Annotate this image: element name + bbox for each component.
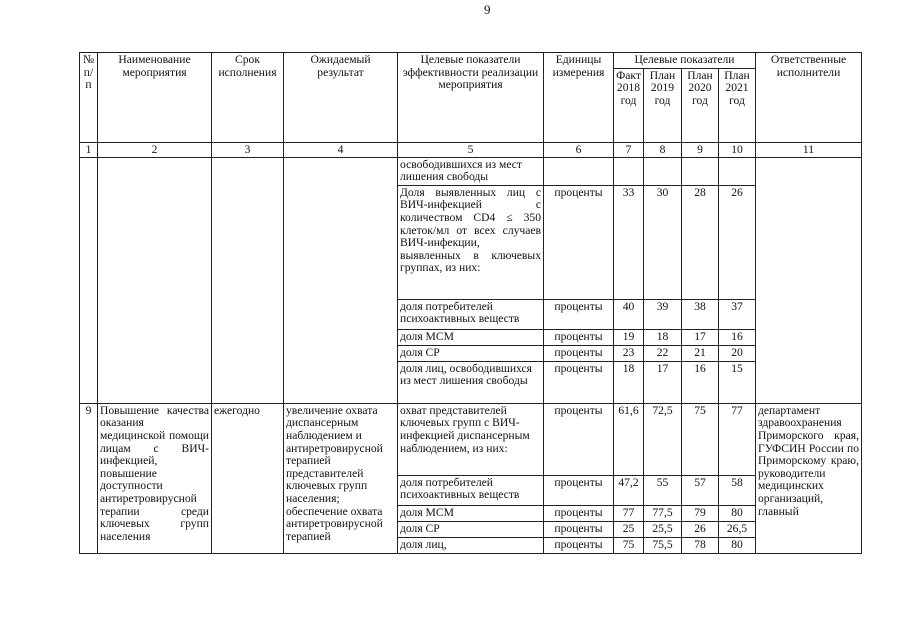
value-2021: 20 xyxy=(719,345,756,361)
value-2018: 47,2 xyxy=(614,475,644,505)
value-2020: 28 xyxy=(682,185,719,299)
column-number: 1 xyxy=(80,142,98,157)
empty-cell xyxy=(284,157,398,403)
value-2018: 77 xyxy=(614,505,644,521)
value-2021: 80 xyxy=(719,505,756,521)
unit-cell: проценты xyxy=(544,403,614,475)
item-responsible: департамент здравоохранения Приморского края, ГУФСИН России по Приморскому краю, руководители медицинских организаций, главный xyxy=(756,403,862,553)
table-row xyxy=(80,157,862,185)
value-2019: 18 xyxy=(644,329,682,345)
column-number: 8 xyxy=(644,142,682,157)
value-2018: 61,6 xyxy=(614,403,644,475)
indicator-cell: доля лиц, xyxy=(398,537,544,553)
value-2020: 17 xyxy=(682,329,719,345)
item-number: 9 xyxy=(80,403,98,553)
header-number: № п/п xyxy=(80,53,98,143)
value-2020: 26 xyxy=(682,521,719,537)
item-result: увеличение охвата диспансерным наблюдением и антиретровирусной терапией представителей ключевых групп населения; обеспечение охвата антиретровирусной терапией xyxy=(284,403,398,553)
indicator-cell: Доля выявленных лиц с ВИЧ-инфекцией с количеством CD4 ≤ 350 клеток/мл от всех случаев ВИЧ-инфекции, выявленных в ключевых группах, из них: xyxy=(398,185,544,299)
item-deadline: ежегодно xyxy=(212,403,284,553)
value-2021: 26,5 xyxy=(719,521,756,537)
column-number: 5 xyxy=(398,142,544,157)
value-2019: 22 xyxy=(644,345,682,361)
header-year-2021: План 2021 год xyxy=(719,68,756,142)
value-2020: 38 xyxy=(682,299,719,329)
header-units: Единицы измерения xyxy=(544,53,614,143)
indicator-cell: охват представителей ключевых групп с ВИЧ-инфекцией диспансерным наблюдением, из них: xyxy=(398,403,544,475)
value-2021: 77 xyxy=(719,403,756,475)
value-2021: 26 xyxy=(719,185,756,299)
column-number: 4 xyxy=(284,142,398,157)
indicator-cell: доля МСМ xyxy=(398,329,544,345)
value-2019: 75,5 xyxy=(644,537,682,553)
value-2020: 21 xyxy=(682,345,719,361)
value-2018: 19 xyxy=(614,329,644,345)
value-2019 xyxy=(644,157,682,185)
value-2019: 72,5 xyxy=(644,403,682,475)
unit-cell: проценты xyxy=(544,299,614,329)
unit-cell: проценты xyxy=(544,521,614,537)
column-number: 2 xyxy=(98,142,212,157)
value-2021: 80 xyxy=(719,537,756,553)
header-year-2018: Факт 2018 год xyxy=(614,68,644,142)
header-year-2020: План 2020 год xyxy=(682,68,719,142)
value-2018: 18 xyxy=(614,361,644,403)
header-year-2019: План 2019 год xyxy=(644,68,682,142)
indicator-cell: доля потребителей психоактивных веществ xyxy=(398,475,544,505)
value-2020: 78 xyxy=(682,537,719,553)
value-2019: 30 xyxy=(644,185,682,299)
value-2020: 16 xyxy=(682,361,719,403)
header-result: Ожидаемый результат xyxy=(284,53,398,143)
value-2019: 77,5 xyxy=(644,505,682,521)
empty-cell xyxy=(98,157,212,403)
value-2018: 25 xyxy=(614,521,644,537)
value-2021 xyxy=(719,157,756,185)
value-2019: 55 xyxy=(644,475,682,505)
value-2018: 23 xyxy=(614,345,644,361)
value-2018: 75 xyxy=(614,537,644,553)
value-2018 xyxy=(614,157,644,185)
value-2020: 57 xyxy=(682,475,719,505)
indicator-cell: освободившихся из мест лишения свободы xyxy=(398,157,544,185)
header-indicators: Целевые показатели эффективности реализации мероприятия xyxy=(398,53,544,143)
header-row xyxy=(80,53,862,69)
table-row-item-9 xyxy=(80,403,862,475)
column-numbers-row xyxy=(80,142,862,157)
unit-cell: проценты xyxy=(544,185,614,299)
value-2021: 58 xyxy=(719,475,756,505)
column-number: 9 xyxy=(682,142,719,157)
value-2020 xyxy=(682,157,719,185)
indicator-cell: доля СР xyxy=(398,345,544,361)
value-2021: 15 xyxy=(719,361,756,403)
page-number: 9 xyxy=(484,2,491,17)
value-2018: 33 xyxy=(614,185,644,299)
value-2020: 79 xyxy=(682,505,719,521)
value-2020: 75 xyxy=(682,403,719,475)
value-2019: 25,5 xyxy=(644,521,682,537)
indicator-cell: доля лиц, освободившихся из мест лишения свободы xyxy=(398,361,544,403)
column-number: 3 xyxy=(212,142,284,157)
unit-cell xyxy=(544,157,614,185)
empty-cell xyxy=(80,157,98,403)
value-2019: 17 xyxy=(644,361,682,403)
value-2018: 40 xyxy=(614,299,644,329)
column-number: 10 xyxy=(719,142,756,157)
empty-cell xyxy=(756,157,862,403)
header-targets-group: Целевые показатели xyxy=(614,53,756,69)
header-deadline: Срок исполнения xyxy=(212,53,284,143)
value-2019: 39 xyxy=(644,299,682,329)
column-number: 7 xyxy=(614,142,644,157)
unit-cell: проценты xyxy=(544,505,614,521)
column-number: 11 xyxy=(756,142,862,157)
unit-cell: проценты xyxy=(544,361,614,403)
indicator-cell: доля потребителей психоактивных веществ xyxy=(398,299,544,329)
header-responsible: Ответственные исполнители xyxy=(756,53,862,143)
column-number: 6 xyxy=(544,142,614,157)
value-2021: 37 xyxy=(719,299,756,329)
unit-cell: проценты xyxy=(544,537,614,553)
header-name: Наименование мероприятия xyxy=(98,53,212,143)
indicator-cell: доля СР xyxy=(398,521,544,537)
item-name: Повышение качества оказания медицинской помощи лицам с ВИЧ-инфекцией, повышение доступности антиретровирусной терапии среди ключевых групп населения xyxy=(98,403,212,553)
unit-cell: проценты xyxy=(544,345,614,361)
activities-table xyxy=(79,52,862,554)
unit-cell: проценты xyxy=(544,475,614,505)
indicator-cell: доля МСМ xyxy=(398,505,544,521)
empty-cell xyxy=(212,157,284,403)
value-2021: 16 xyxy=(719,329,756,345)
unit-cell: проценты xyxy=(544,329,614,345)
